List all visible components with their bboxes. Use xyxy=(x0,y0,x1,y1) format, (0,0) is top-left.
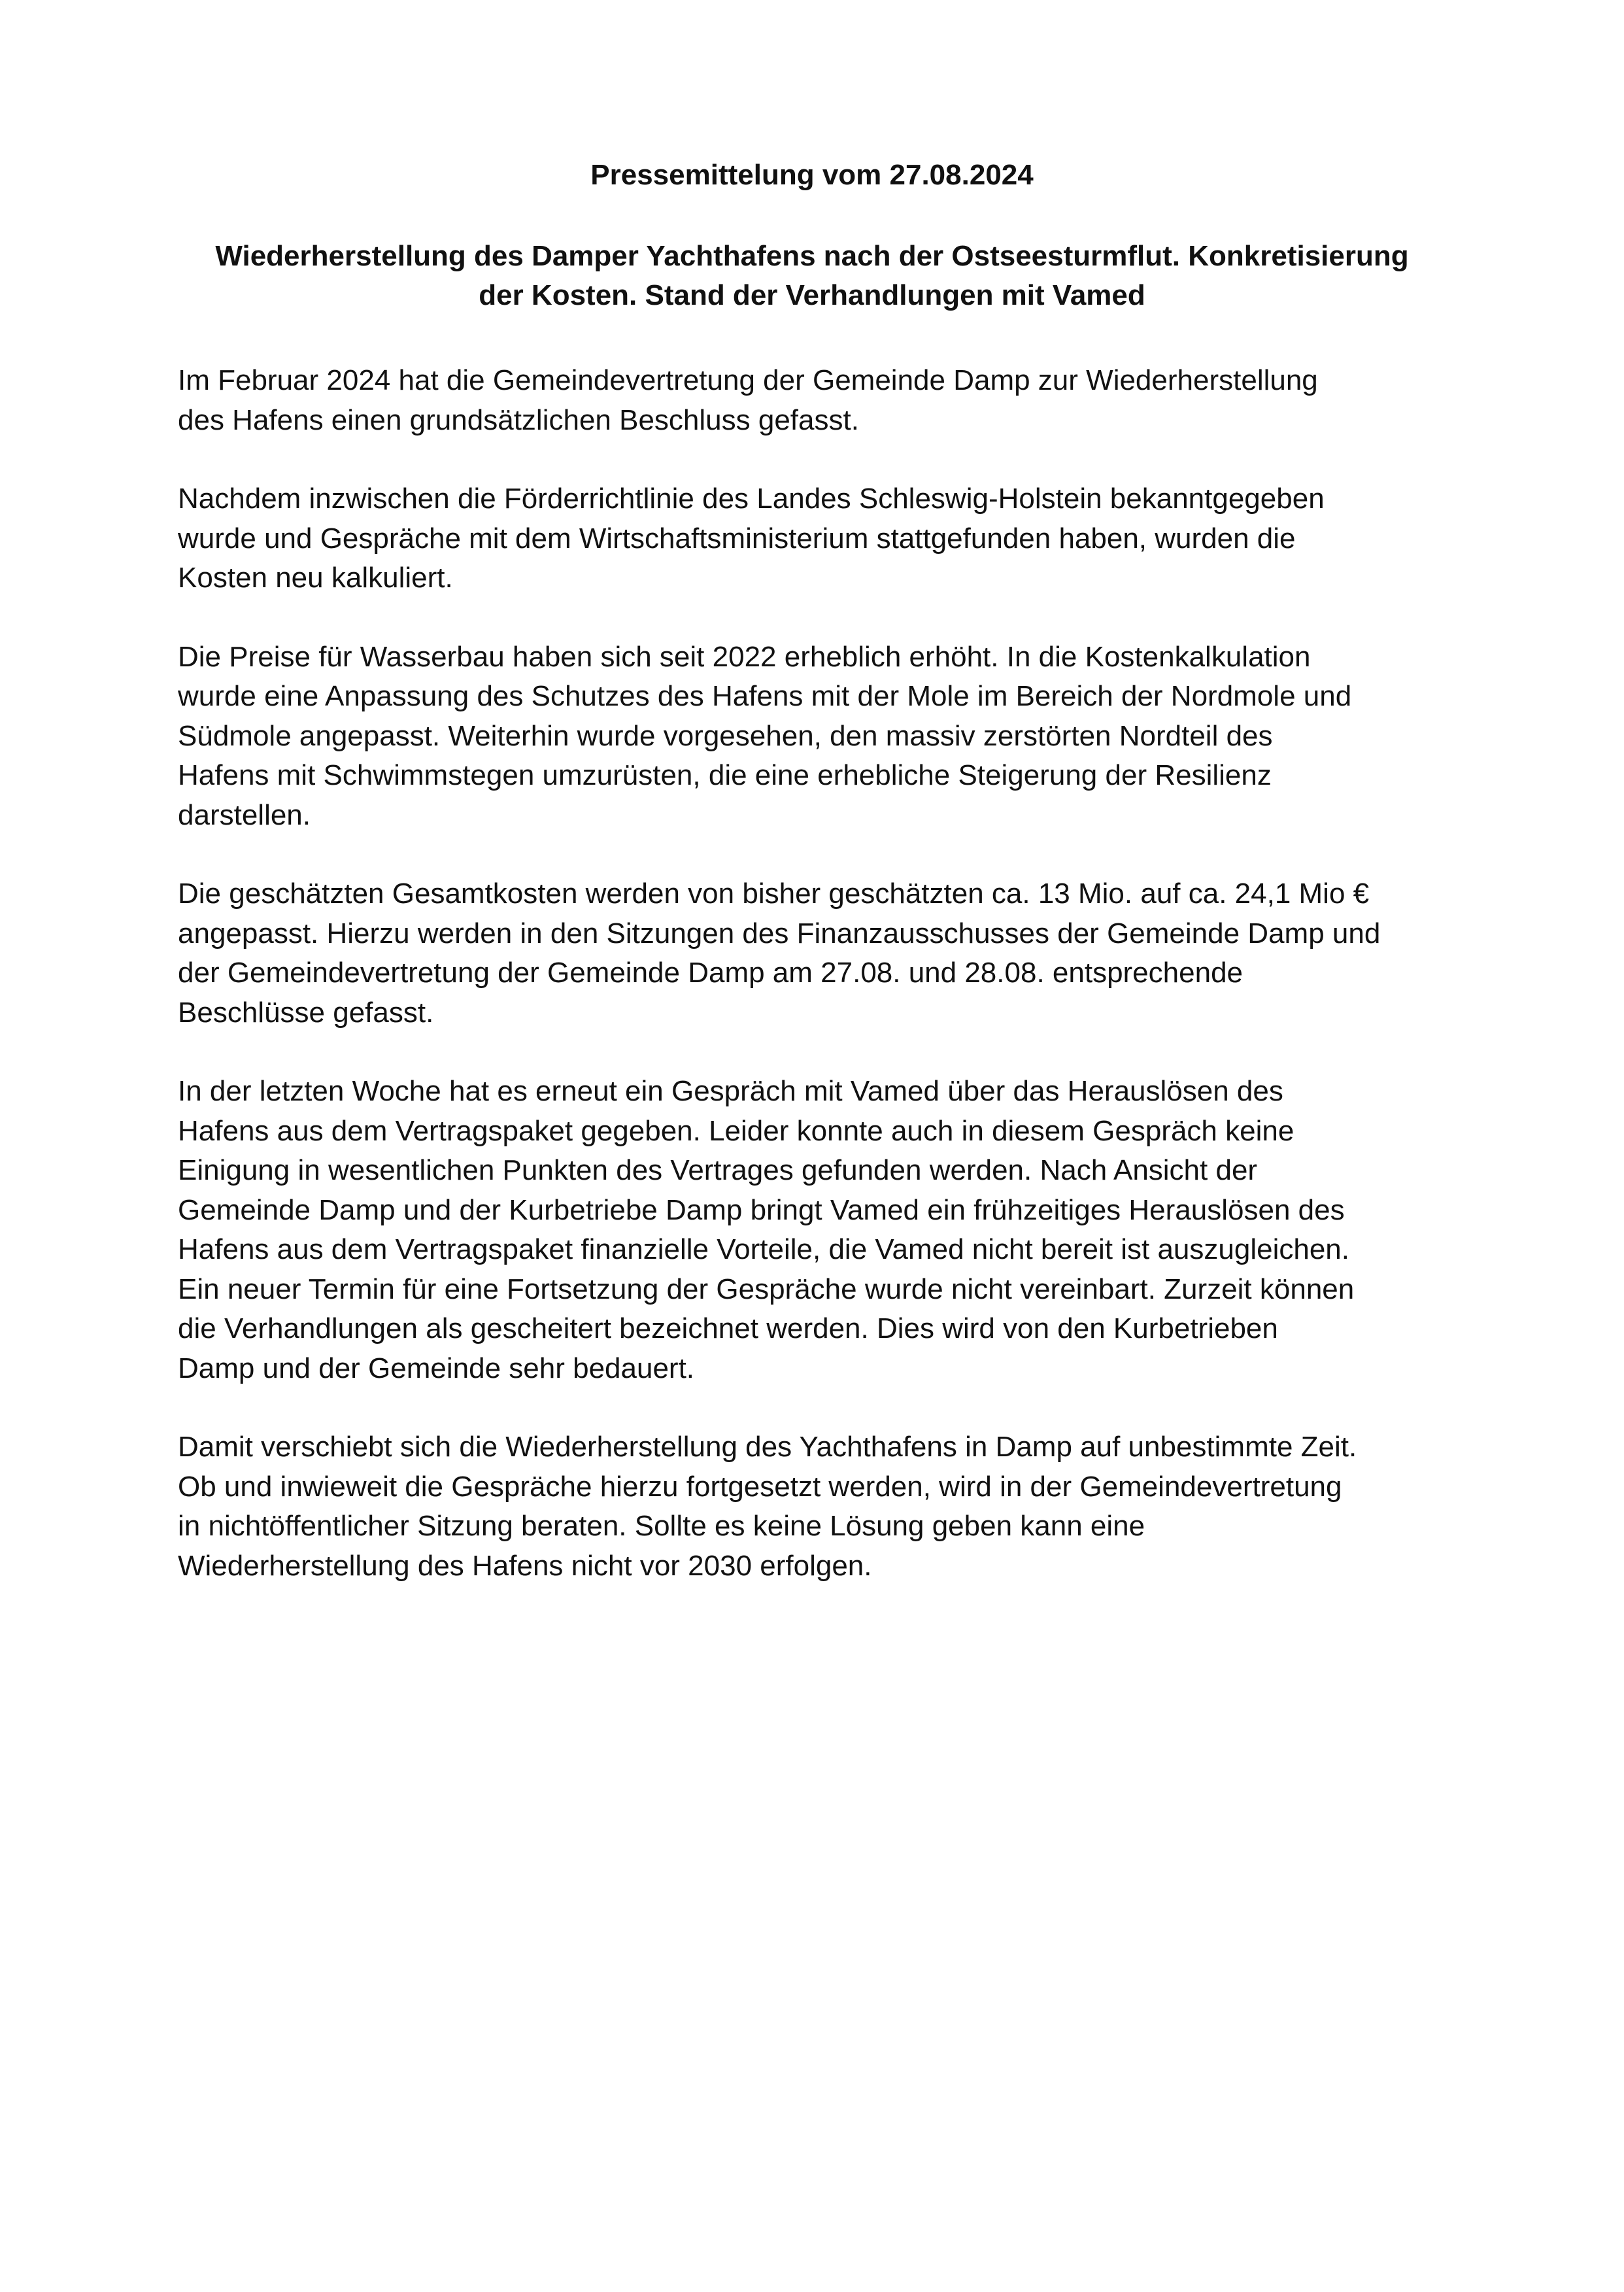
paragraph-4: Die geschätzten Gesamtkosten werden von bisher geschätzten ca. 13 Mio. auf ca. 24,1 Mio € angepasst. Hierzu werden in den Sitzungen des Finanzausschusses der Gemeinde Damp und der Gemeindevertretung der Gemeinde Damp am 27.08. und 28.08. entsprechende Beschlüsse gefasst. xyxy=(178,878,1381,1029)
paragraph-3: Die Preise für Wasserbau haben sich seit 2022 erheblich erhöht. In die Kostenkalkulation wurde eine Anpassung des Schutzes des Hafens mit der Mole im Bereich der Nordmole und Südmole angepasst. Weiterhin wurde vorgesehen, den massiv zerstörten Nordteil des Hafens mit Schwimmstegen umzurüsten, die eine erhebliche Steigerung der Resilienz darstellen. xyxy=(178,640,1352,831)
paragraph-6: Damit verschiebt sich die Wiederherstellung des Yachthafens in Damp auf unbestimmte Zeit. Ob und inwieweit die Gespräche hierzu fortgesetzt werden, wird in der Gemeindevertretung in nichtöffentlicher Sitzung beraten. Sollte es keine Lösung geben kann eine Wiederherstellung des Hafens nicht vor 2030 erfolgen. xyxy=(178,1431,1357,1582)
paragraph-1: Im Februar 2024 hat die Gemeindevertretung der Gemeinde Damp zur Wiederherstellung des Hafens einen grundsätzlichen Beschluss gefasst. xyxy=(178,364,1318,436)
press-release-headline: Wiederherstellung des Damper Yachthafens nach der Ostseesturmflut. Konkretisierung der Kosten. Stand der Verhandlungen mit Vamed xyxy=(215,240,1409,311)
paragraph-5: In der letzten Woche hat es erneut ein Gespräch mit Vamed über das Herauslösen des Hafens aus dem Vertragspaket gegeben. Leider konnte auch in diesem Gespräch keine Einigung in wesentlichen Punkten des Vertrages gefunden werden. Nach Ansicht der Gemeinde Damp und der Kurbetriebe Damp bringt Vamed ein frühzeitiges Herauslösen des Hafens aus dem Vertragspaket finanzielle Vorteile, die Vamed nicht bereit ist auszugleichen. Ein neuer Termin für eine Fortsetzung der Gespräche wurde nicht vereinbart. Zurzeit können die Verhandlungen als gescheitert bezeichnet werden. Dies wird von den Kurbetrieben Damp und der Gemeinde sehr bedauert. xyxy=(178,1075,1355,1384)
paragraph-2: Nachdem inzwischen die Förderrichtlinie des Landes Schleswig-Holstein bekanntgegeben wurde und Gespräche mit dem Wirtschaftsministerium stattgefunden haben, wurden die Kosten neu kalkuliert. xyxy=(178,483,1325,594)
press-release-body xyxy=(178,361,1472,1625)
press-release-dateline: Pressemittelung vom 27.08.2024 xyxy=(590,159,1034,191)
